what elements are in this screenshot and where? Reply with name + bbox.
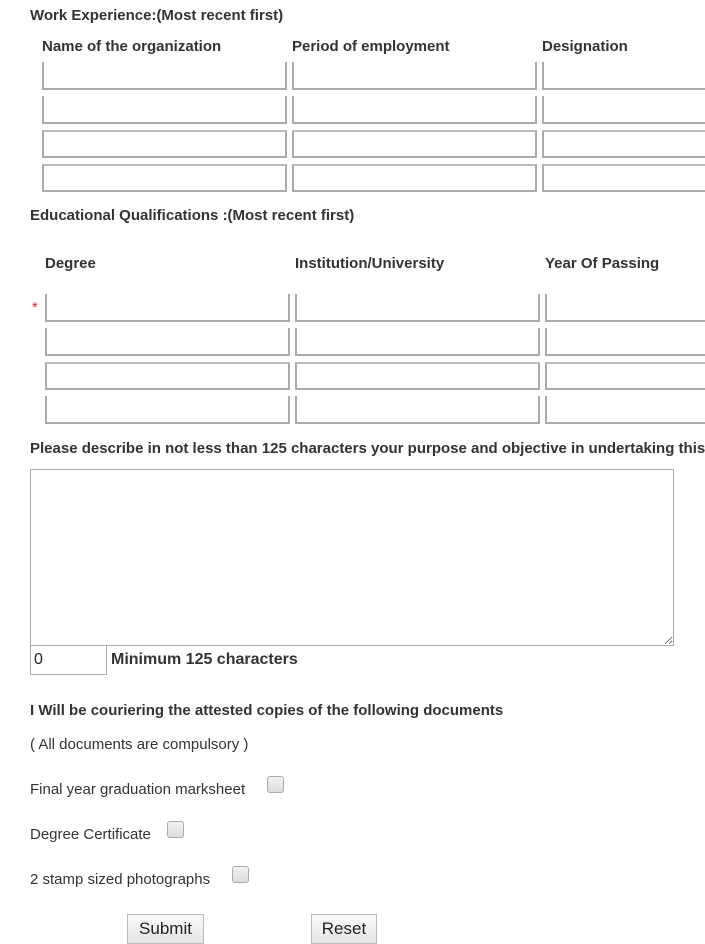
documents-note: ( All documents are compulsory ) bbox=[30, 736, 249, 753]
work-org-input-4[interactable] bbox=[42, 164, 287, 192]
col-header-period: Period of employment bbox=[292, 38, 450, 55]
edu-institution-input-1[interactable] bbox=[295, 294, 540, 322]
edu-year-input-4[interactable] bbox=[545, 396, 705, 424]
doc-label-marksheet: Final year graduation marksheet bbox=[30, 781, 246, 798]
edu-degree-input-2[interactable] bbox=[45, 328, 290, 356]
documents-heading: I Will be couriering the attested copies of the following documents bbox=[30, 702, 504, 719]
edu-degree-input-1[interactable] bbox=[45, 294, 290, 322]
work-period-input-1[interactable] bbox=[292, 62, 537, 90]
edu-year-input-1[interactable] bbox=[545, 294, 705, 322]
edu-institution-input-2[interactable] bbox=[295, 328, 540, 356]
col-header-organization: Name of the organization bbox=[42, 38, 222, 55]
col-header-designation: Designation bbox=[542, 38, 628, 55]
edu-year-input-2[interactable] bbox=[545, 328, 705, 356]
doc-checkbox-marksheet[interactable] bbox=[267, 776, 284, 793]
col-header-degree: Degree bbox=[45, 255, 96, 272]
reset-button[interactable]: Reset bbox=[311, 914, 377, 944]
work-period-input-4[interactable] bbox=[292, 164, 537, 192]
char-count-field[interactable]: 0 bbox=[30, 645, 107, 675]
work-designation-input-3[interactable] bbox=[542, 130, 705, 158]
doc-label-photographs: 2 stamp sized photographs bbox=[30, 871, 211, 888]
purpose-label: Please describe in not less than 125 characters your purpose and objective in undertaking this bbox=[30, 440, 705, 457]
work-designation-input-4[interactable] bbox=[542, 164, 705, 192]
edu-degree-input-4[interactable] bbox=[45, 396, 290, 424]
purpose-textarea[interactable] bbox=[30, 469, 674, 646]
work-period-input-2[interactable] bbox=[292, 96, 537, 124]
education-heading: Educational Qualifications :(Most recent first) bbox=[30, 207, 355, 224]
col-header-year: Year Of Passing bbox=[545, 255, 660, 272]
work-period-input-3[interactable] bbox=[292, 130, 537, 158]
work-org-input-2[interactable] bbox=[42, 96, 287, 124]
min-chars-note: Minimum 125 characters bbox=[111, 651, 298, 668]
work-designation-input-1[interactable] bbox=[542, 62, 705, 90]
edu-institution-input-4[interactable] bbox=[295, 396, 540, 424]
work-designation-input-2[interactable] bbox=[542, 96, 705, 124]
edu-year-input-3[interactable] bbox=[545, 362, 705, 390]
work-org-input-3[interactable] bbox=[42, 130, 287, 158]
required-asterisk: * bbox=[32, 299, 38, 316]
doc-checkbox-photographs[interactable] bbox=[232, 866, 249, 883]
col-header-institution: Institution/University bbox=[295, 255, 445, 272]
doc-checkbox-degree-certificate[interactable] bbox=[167, 821, 184, 838]
edu-degree-input-3[interactable] bbox=[45, 362, 290, 390]
submit-button[interactable]: Submit bbox=[127, 914, 204, 944]
edu-institution-input-3[interactable] bbox=[295, 362, 540, 390]
work-org-input-1[interactable] bbox=[42, 62, 287, 90]
work-experience-heading: Work Experience:(Most recent first) bbox=[30, 7, 284, 24]
doc-label-degree-certificate: Degree Certificate bbox=[30, 826, 151, 843]
